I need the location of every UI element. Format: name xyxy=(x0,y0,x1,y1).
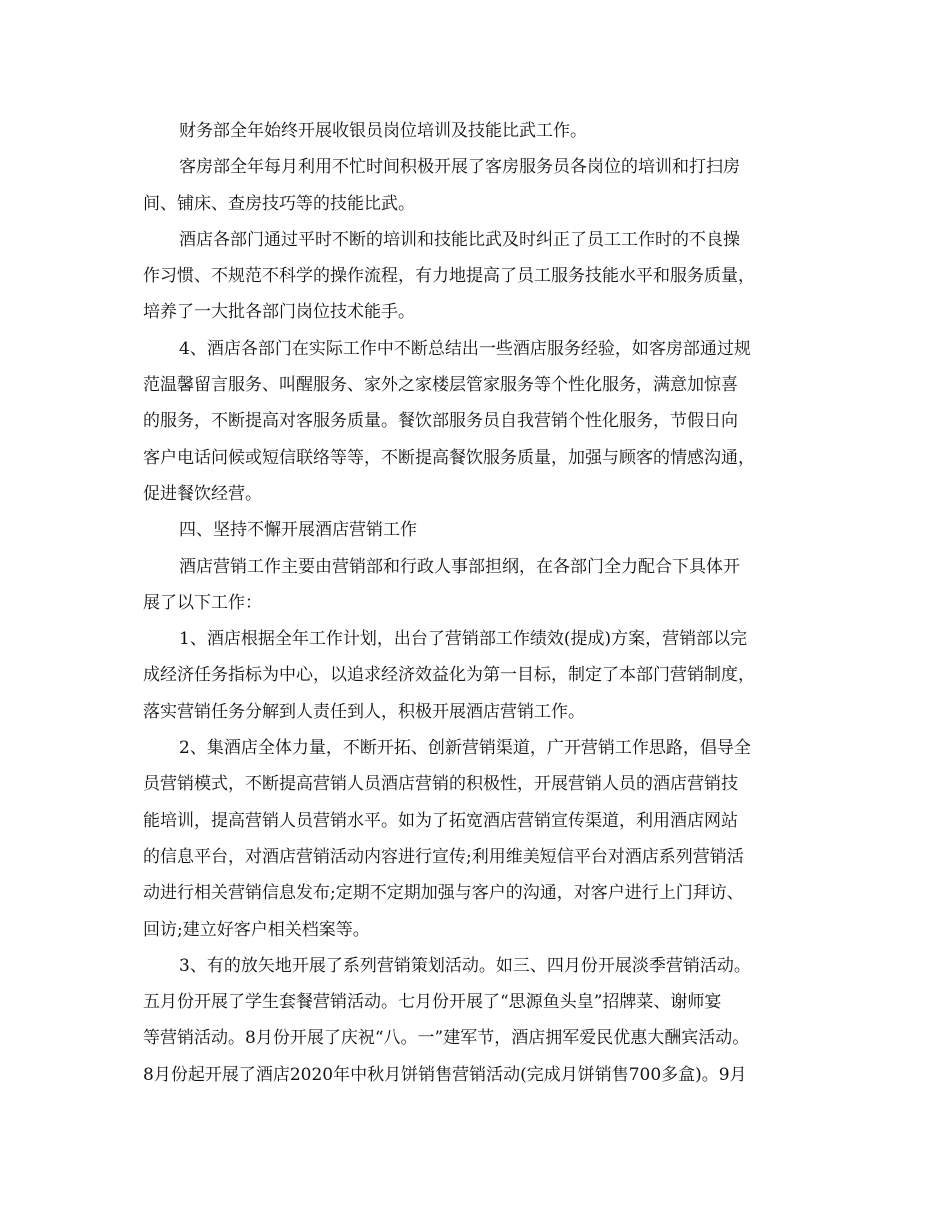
text-line: 能培训，提高营销人员营销水平。如为了拓宽酒店营销宣传渠道，利用酒店网站 xyxy=(143,810,738,831)
text-line: 3、有的放矢地开展了系列营销策划活动。如三、四月份开展淡季营销活动。 xyxy=(179,955,751,976)
text-line: 回访;建立好客户相关档案等。 xyxy=(143,919,370,940)
text-line: 间、铺床、查房技巧等的技能比武。 xyxy=(143,193,415,214)
text-line: 动进行相关营销信息发布;定期不定期加强与客户的沟通，对客户进行上门拜访、 xyxy=(143,883,744,904)
text-line: 酒店营销工作主要由营销部和行政人事部担纲，在各部门全力配合下具体开 xyxy=(179,556,740,577)
text-line: 1、酒店根据全年工作计划，出台了营销部工作绩效(提成)方案，营销部以完 xyxy=(179,629,748,650)
text-line: 展了以下工作： xyxy=(143,592,262,613)
text-line: 2、集酒店全体力量，不断开拓、创新营销渠道，广开营销工作思路，倡导全 xyxy=(179,738,751,759)
text-line: 促进餐饮经营。 xyxy=(143,483,262,504)
text-line: 4、酒店各部门在实际工作中不断总结出一些酒店服务经验，如客房部通过规 xyxy=(179,338,751,359)
text-line: 客户电话问候或短信联络等等，不断提高餐饮服务质量，加强与顾客的情感沟通， xyxy=(143,447,755,468)
text-line: 成经济任务指标为中心，以追求经济效益化为第一目标，制定了本部门营销制度， xyxy=(143,665,755,686)
text-line: 财务部全年始终开展收银员岗位培训及技能比武工作。 xyxy=(179,121,587,141)
text-line: 客房部全年每月利用不忙时间积极开展了客房服务员各岗位的培训和打扫房 xyxy=(179,157,740,178)
text-line: 落实营销任务分解到人责任到人，积极开展酒店营销工作。 xyxy=(143,701,585,722)
document-body xyxy=(143,113,833,1093)
text-line: 的信息平台，对酒店营销活动内容进行宣传;利用维美短信平台对酒店系列营销活 xyxy=(143,846,744,867)
text-line: 等营销活动。8月份开展了庆祝“八。一”建军节，酒店拥军爱民优惠大酬宾活动。 xyxy=(143,1028,750,1049)
text-line: 8月份起开展了酒店2020年中秋月饼销售营销活动(完成月饼销售700多盒)。9月 xyxy=(143,1064,747,1085)
text-line: 作习惯、不规范不科学的操作流程，有力地提高了员工服务技能水平和服务质量， xyxy=(143,266,755,287)
text-line: 培养了一大批各部门岗位技术能手。 xyxy=(143,302,415,323)
text-line: 五月份开展了学生套餐营销活动。七月份开展了“思源鱼头皇”招牌菜、谢师宴 xyxy=(143,992,722,1013)
section-heading: 四、坚持不懈开展酒店营销工作 xyxy=(179,520,417,541)
text-line: 酒店各部门通过平时不断的培训和技能比武及时纠正了员工工作时的不良操 xyxy=(179,229,740,250)
text-line: 范温馨留言服务、叫醒服务、家外之家楼层管家服务等个性化服务，满意加惊喜 xyxy=(143,375,738,396)
text-line: 的服务，不断提高对客服务质量。餐饮部服务员自我营销个性化服务，节假日向 xyxy=(143,411,738,432)
text-line: 员营销模式，不断提高营销人员酒店营销的积极性，开展营销人员的酒店营销技 xyxy=(143,774,738,795)
